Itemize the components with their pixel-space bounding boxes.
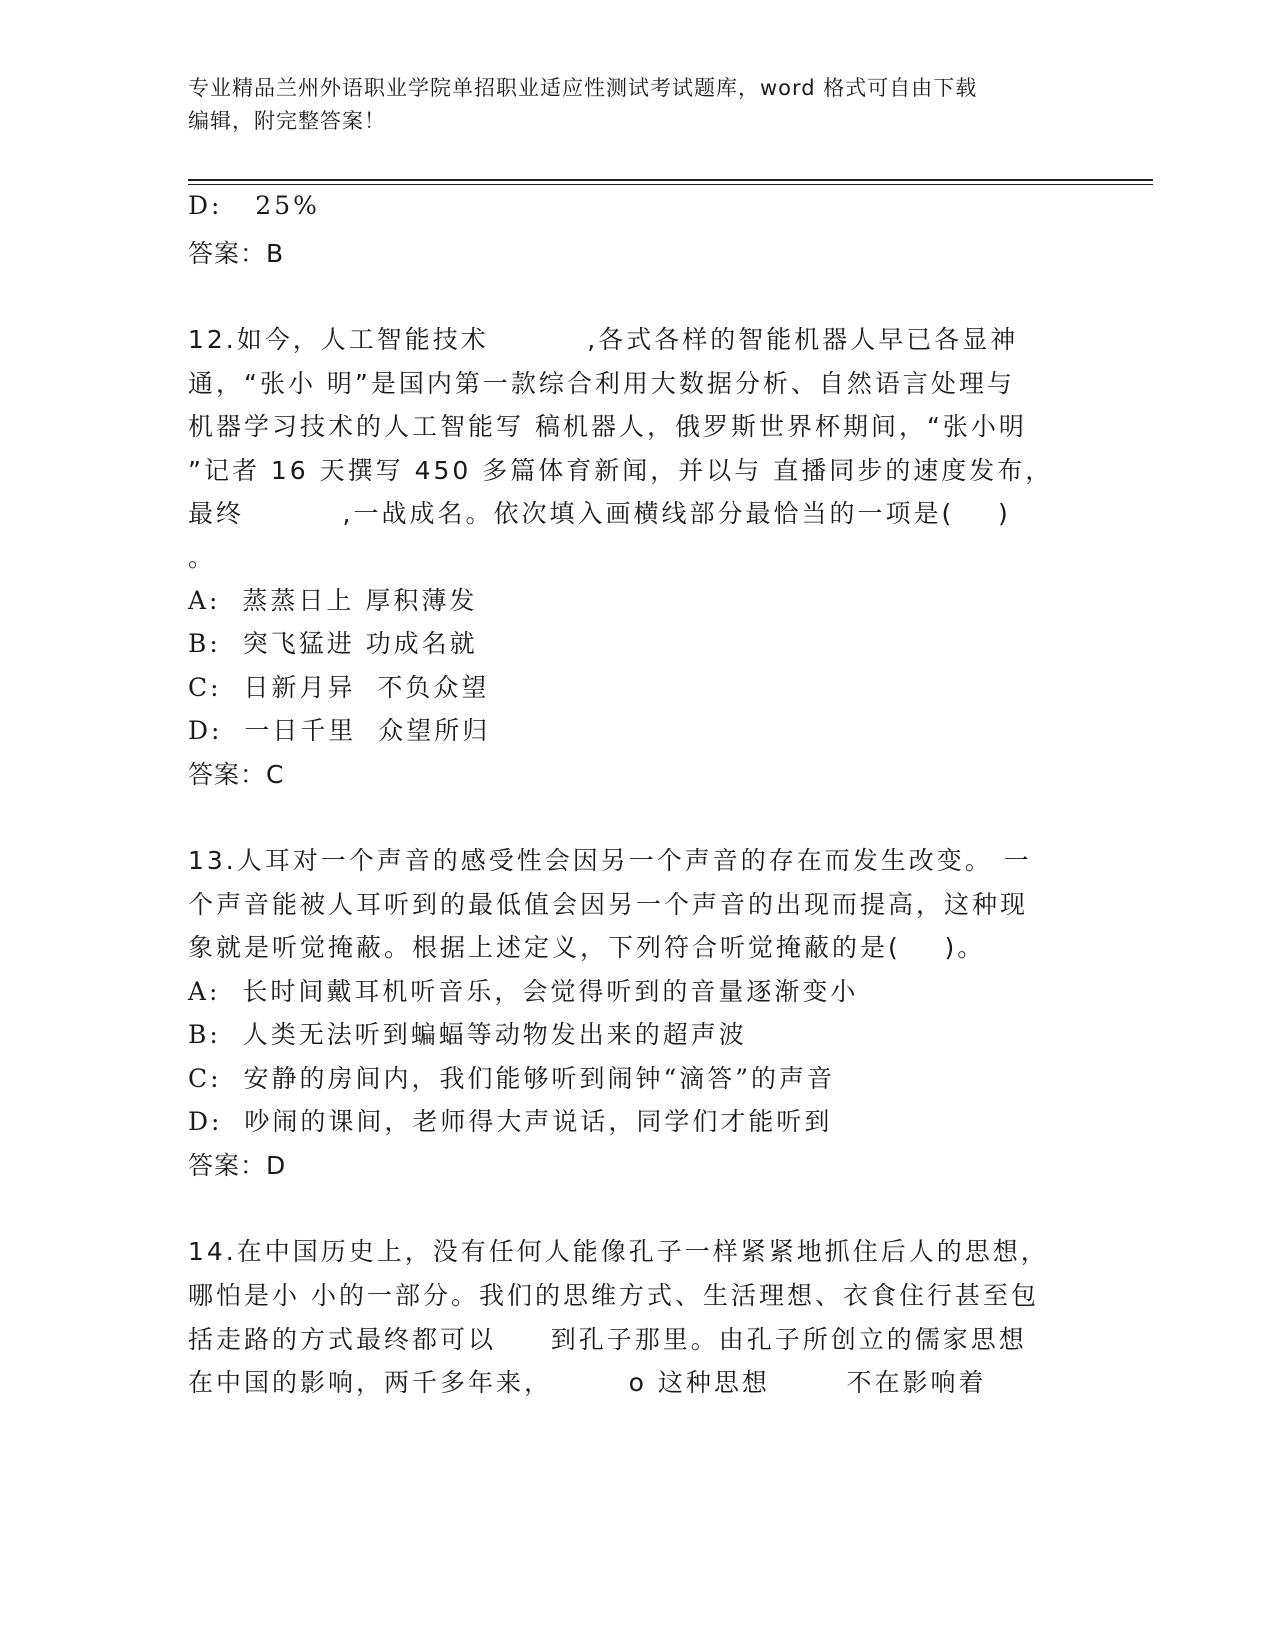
header-rule-thick: [188, 179, 1153, 181]
q13-text-line: 13.人耳对一个声音的感受性会因另一个声音的存在而发生改变。 一: [188, 846, 1032, 875]
q12-text-line: ”记者 16 天撰写 450 多篇体育新闻，并以与 直播同步的速度发布，: [188, 456, 1054, 485]
q12-option-c: C: 日新月异 不负众望: [188, 673, 490, 702]
q12-answer: 答案：C: [188, 760, 285, 789]
q13-option-c: C: 安静的房间内，我们能够听到闹钟“滴答”的声音: [188, 1064, 836, 1093]
q14-text-line: 哪怕是小 小的一部分。我们的思维方式、生活理想、衣食住行甚至包: [188, 1281, 1039, 1310]
q11-option-d: D: 25%: [188, 191, 320, 220]
q14-text-line: 在中国的影响，两千多年来， o 这种思想 不在影响着: [188, 1368, 987, 1397]
document-header: [188, 72, 1068, 138]
q13-text-line: 个声音能被人耳听到的最低值会因另一个声音的出现而提高，这种现: [188, 890, 1029, 919]
q13-text-line: 象就是听觉掩蔽。根据上述定义，下列符合听觉掩蔽的是( )。: [188, 933, 986, 962]
q11-answer: 答案：B: [188, 239, 285, 268]
q12-option-a: A: 蒸蒸日上 厚积薄发: [188, 586, 478, 615]
header-rule-thin: [188, 184, 1153, 185]
header-line-2: 编辑，附完整答案！: [188, 109, 386, 133]
q13-answer: 答案：D: [188, 1151, 287, 1180]
q14-text-line: 括走路的方式最终都可以 到孔子那里。由孔子所创立的儒家思想: [188, 1325, 1027, 1354]
q12-option-b: B: 突飞猛进 功成名就: [188, 629, 478, 658]
q12-text-line: 最终 ,一战成名。依次填入画横线部分最恰当的一项是( ): [188, 499, 1011, 528]
q13-option-b: B: 人类无法听到蝙蝠等动物发出来的超声波: [188, 1020, 747, 1049]
q14-text-line: 14.在中国历史上，没有任何人能像孔子一样紧紧地抓住后人的思想，: [188, 1237, 1049, 1266]
q12-text-line: 机器学习技术的人工智能写 稿机器人，俄罗斯世界杯期间，“张小明: [188, 412, 1027, 441]
q13-option-d: D: 吵闹的课间，老师得大声说话，同学们才能听到: [188, 1107, 833, 1136]
header-line-1: 专业精品兰州外语职业学院单招职业适应性测试考试题库，word 格式可自由下载: [188, 76, 978, 100]
q12-text-line: 通，“张小 明”是国内第一款综合利用大数据分析、自然语言处理与: [188, 369, 1015, 398]
q12-text-line: 12.如今，人工智能技术 ,各式各样的智能机器人早已各显神: [188, 325, 1019, 354]
q12-text-line: 。: [188, 543, 217, 572]
q12-option-d: D: 一日千里 众望所归: [188, 716, 491, 745]
q13-option-a: A: 长时间戴耳机听音乐，会觉得听到的音量逐渐变小: [188, 977, 859, 1006]
